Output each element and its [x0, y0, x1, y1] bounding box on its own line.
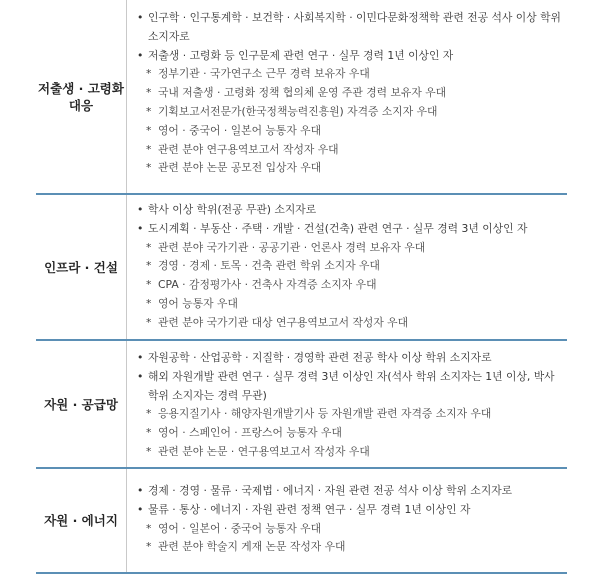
- asterisk-icon: *: [146, 296, 152, 310]
- requirements-cell: [136, 201, 564, 333]
- requirement-item: [136, 47, 564, 66]
- item-text-line: 경제 · 경영 · 물류 · 국제법 · 에너지 · 자원 관련 전공 석사 이상 학위 소지자로: [148, 484, 513, 497]
- item-text-line: 도시계획 · 부동산 · 주택 · 개발 · 건설(건축) 관련 연구 · 실무 경력 3년 이상인 자: [148, 221, 528, 235]
- item-text-line: 관련 분야 논문 공모전 입상자 우대: [158, 161, 322, 175]
- item-text-line: 관련 분야 논문 · 연구용역보고서 작성자 우대: [158, 444, 370, 458]
- column-divider: [126, 195, 127, 339]
- category-title-line: 저출생 · 고령화: [38, 80, 124, 96]
- requirement-item: [136, 501, 564, 520]
- preference-item: [136, 65, 564, 84]
- section-row: [36, 195, 567, 339]
- item-text-line: 소지자로: [148, 29, 190, 43]
- requirement-item: [136, 482, 564, 501]
- item-text-line: 기획보고서전문가(한국정책능력진흥원) 자격증 소지자 우대: [158, 104, 438, 118]
- bullet-icon: •: [137, 351, 144, 364]
- preference-item: [136, 520, 564, 539]
- asterisk-icon: *: [146, 521, 152, 535]
- bullet-icon: •: [137, 484, 144, 497]
- category-title: [38, 80, 124, 114]
- preference-item: [136, 405, 564, 424]
- column-divider: [126, 469, 127, 572]
- category-title-line: 대응: [68, 97, 94, 113]
- asterisk-icon: *: [146, 104, 152, 118]
- preference-item: [136, 141, 564, 160]
- requirement-item: [136, 9, 564, 47]
- item-text-line: 학위 소지자는 경력 무관): [148, 388, 267, 402]
- requirements-cell: [136, 349, 564, 462]
- item-text-line: 해외 자원개발 관련 연구 · 실무 경력 3년 이상인 자(석사 학위 소지자는 1년 이상, 박사: [148, 369, 555, 383]
- column-divider: [126, 0, 127, 193]
- bullet-icon: •: [137, 369, 144, 383]
- preference-item: [136, 159, 564, 178]
- asterisk-icon: *: [146, 240, 152, 254]
- asterisk-icon: *: [146, 161, 152, 175]
- category-label: [36, 195, 126, 339]
- item-text-line: CPA · 감정평가사 · 건축사 자격증 소지자 우대: [158, 278, 377, 292]
- preference-item: [136, 424, 564, 443]
- item-text-line: 물류 · 통상 · 에너지 · 자원 관련 정책 연구 · 실무 경력 1년 이상인 자: [148, 502, 471, 516]
- category-title-line: 자원 · 공급망: [44, 396, 118, 412]
- category-label: [36, 341, 126, 467]
- asterisk-icon: *: [146, 278, 152, 292]
- preference-item: [136, 103, 564, 122]
- requirement-item: [136, 349, 564, 368]
- preference-item: [136, 239, 564, 258]
- category-title: [44, 512, 118, 529]
- category-title: [44, 259, 118, 276]
- asterisk-icon: *: [146, 426, 152, 440]
- asterisk-icon: *: [146, 259, 152, 273]
- item-text-line: 관련 분야 연구용역보고서 작성자 우대: [158, 142, 339, 156]
- item-text-line: 인구학 · 인구통계학 · 보건학 · 사회복지학 · 이민다문화정책학 관련 전공 석사 이상 학위: [148, 11, 561, 24]
- preference-item: [136, 257, 564, 276]
- item-text-line: 응용지질기사 · 해양자원개발기사 등 자원개발 관련 자격증 소지자 우대: [158, 407, 492, 421]
- preference-item: [136, 122, 564, 141]
- item-text-line: 관련 분야 국가기관 · 공공기관 · 언론사 경력 보유자 우대: [158, 240, 426, 254]
- category-label: [36, 0, 126, 193]
- item-text-line: 영어 · 중국어 · 일본어 능통자 우대: [158, 123, 322, 137]
- item-text-line: 영어 · 스페인어 · 프랑스어 능통자 우대: [158, 426, 342, 440]
- preference-item: [136, 84, 564, 103]
- bullet-icon: •: [137, 502, 144, 516]
- section-row: [36, 469, 567, 572]
- asterisk-icon: *: [146, 67, 152, 81]
- category-title-line: 자원 · 에너지: [44, 513, 118, 528]
- asterisk-icon: *: [146, 123, 152, 137]
- section-row: [36, 0, 567, 193]
- item-text-line: 관련 분야 국가기관 대상 연구용역보고서 작성자 우대: [158, 315, 409, 329]
- preference-item: [136, 295, 564, 314]
- item-text-line: 영어 · 일본어 · 중국어 능통자 우대: [158, 521, 322, 535]
- item-text-line: 자원공학 · 산업공학 · 지질학 · 경영학 관련 전공 학사 이상 학위 소지자로: [148, 351, 492, 364]
- asterisk-icon: *: [146, 540, 152, 554]
- asterisk-icon: *: [146, 407, 152, 421]
- bullet-icon: •: [137, 221, 144, 235]
- item-text-line: 관련 분야 학술지 게재 논문 작성자 우대: [158, 540, 346, 554]
- requirement-item: [136, 201, 564, 220]
- bullet-icon: •: [137, 48, 144, 62]
- preference-item: [136, 443, 564, 462]
- item-text-line: 국내 저출생 · 고령화 정책 협의체 운영 주관 경력 보유자 우대: [158, 86, 447, 100]
- asterisk-icon: *: [146, 315, 152, 329]
- item-text-line: 저출생 · 고령화 등 인구문제 관련 연구 · 실무 경력 1년 이상인 자: [148, 48, 454, 62]
- bullet-icon: •: [137, 11, 144, 24]
- item-text-line: 경영 · 경제 · 토목 · 건축 관련 학위 소지자 우대: [158, 259, 380, 273]
- asterisk-icon: *: [146, 142, 152, 156]
- item-text-line: 정부기관 · 국가연구소 근무 경력 보유자 우대: [158, 67, 370, 81]
- qualification-table: [36, 0, 567, 574]
- bullet-icon: •: [137, 203, 144, 216]
- requirements-cell: [136, 9, 564, 178]
- requirements-cell: [136, 482, 564, 557]
- preference-item: [136, 276, 564, 295]
- preference-item: [136, 538, 564, 557]
- category-title: [44, 396, 118, 413]
- asterisk-icon: *: [146, 444, 152, 458]
- asterisk-icon: *: [146, 86, 152, 100]
- requirement-item: [136, 220, 564, 239]
- item-text-line: 영어 능통자 우대: [158, 296, 238, 310]
- column-divider: [126, 341, 127, 467]
- item-text-line: 학사 이상 학위(전공 무관) 소지자로: [148, 203, 317, 216]
- category-label: [36, 469, 126, 572]
- category-title-line: 인프라 · 건설: [44, 259, 118, 275]
- requirement-item: [136, 368, 564, 406]
- section-row: [36, 341, 567, 467]
- preference-item: [136, 314, 564, 333]
